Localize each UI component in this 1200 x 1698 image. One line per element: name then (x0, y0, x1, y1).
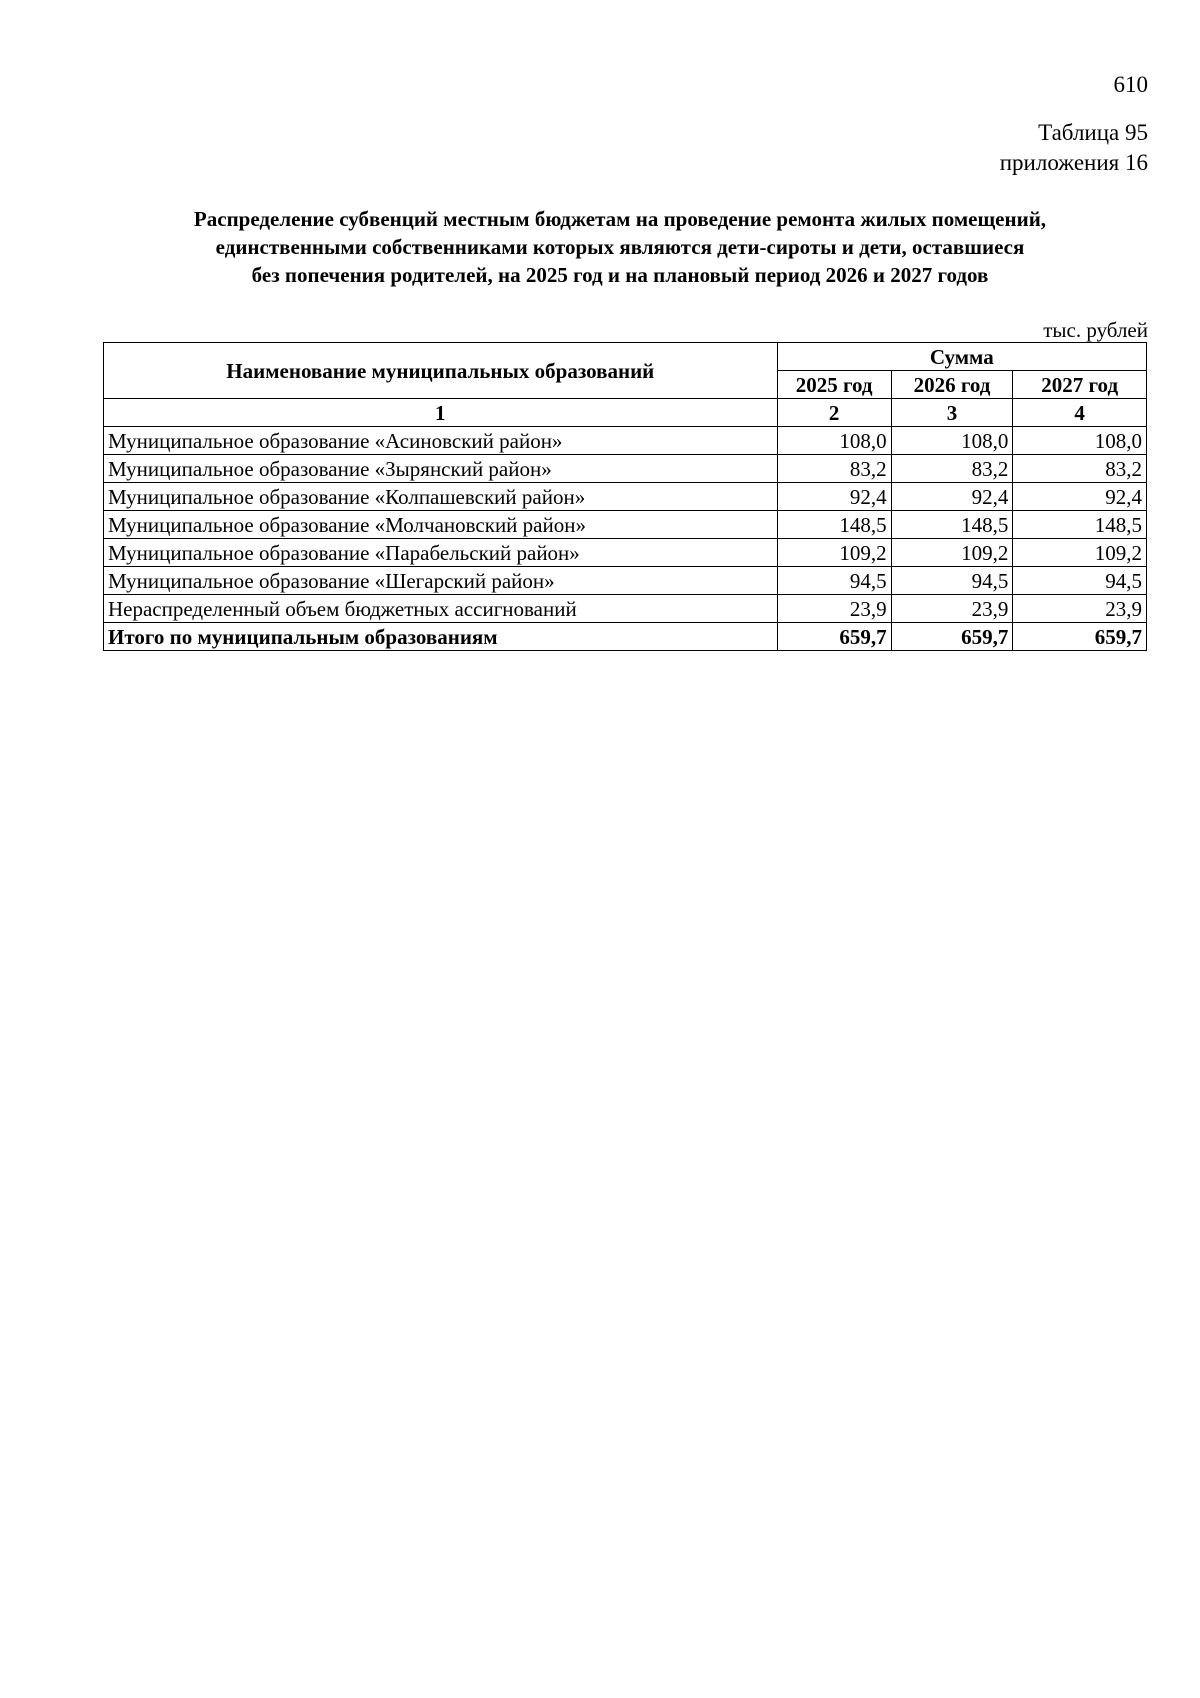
value-2026: 109,2 (891, 539, 1013, 567)
header-year-2027: 2027 год (1013, 371, 1147, 399)
units-label: тыс. рублей (1043, 318, 1148, 342)
municipality-name: Муниципальное образование «Колпашевский район» (104, 483, 778, 511)
table-reference (1000, 118, 1148, 178)
document-title (96, 205, 1144, 289)
table-row (104, 511, 1147, 539)
value-2026: 148,5 (891, 511, 1013, 539)
value-2027: 83,2 (1013, 455, 1147, 483)
value-2026: 92,4 (891, 483, 1013, 511)
value-2027: 94,5 (1013, 567, 1147, 595)
column-numbers-row (104, 399, 1147, 427)
municipality-name: Муниципальное образование «Асиновский район» (104, 427, 778, 455)
header-year-2026: 2026 год (891, 371, 1013, 399)
header-year-2025: 2025 год (777, 371, 891, 399)
value-2025: 23,9 (777, 595, 891, 623)
column-number: 2 (777, 399, 891, 427)
header-sum: Сумма (777, 343, 1146, 371)
value-2025: 83,2 (777, 455, 891, 483)
table-row (104, 595, 1147, 623)
page-number: 610 (1113, 72, 1148, 97)
subsidy-distribution-table (103, 342, 1147, 651)
value-2025: 109,2 (777, 539, 891, 567)
appendix-label: приложения 16 (999, 150, 1148, 175)
header-row (104, 343, 1147, 371)
value-2025: 148,5 (777, 511, 891, 539)
value-2027: 23,9 (1013, 595, 1147, 623)
header-municipality-name: Наименование муниципальных образований (104, 343, 778, 399)
value-2026: 23,9 (891, 595, 1013, 623)
column-number: 1 (104, 399, 778, 427)
value-2027: 109,2 (1013, 539, 1147, 567)
municipality-name: Нераспределенный объем бюджетных ассигнований (104, 595, 778, 623)
value-2025: 94,5 (777, 567, 891, 595)
value-2025: 92,4 (777, 483, 891, 511)
total-2026: 659,7 (891, 623, 1013, 651)
table-label: Таблица 95 (1038, 120, 1148, 145)
value-2026: 108,0 (891, 427, 1013, 455)
table-row (104, 567, 1147, 595)
column-number: 4 (1013, 399, 1147, 427)
value-2027: 92,4 (1013, 483, 1147, 511)
total-row (104, 623, 1147, 651)
total-2025: 659,7 (777, 623, 891, 651)
title-line: Распределение субвенций местным бюджетам на проведение ремонта жилых помещений, (193, 207, 1047, 231)
value-2026: 94,5 (891, 567, 1013, 595)
table-row (104, 427, 1147, 455)
title-line: без попечения родителей, на 2025 год и на плановый период 2026 и 2027 годов (251, 263, 989, 287)
municipality-name: Муниципальное образование «Шегарский район» (104, 567, 778, 595)
table-row (104, 539, 1147, 567)
total-2027: 659,7 (1013, 623, 1147, 651)
table-row (104, 455, 1147, 483)
title-line: единственными собственниками которых являются дети-сироты и дети, оставшиеся (215, 235, 1025, 259)
total-label: Итого по муниципальным образованиям (104, 623, 778, 651)
value-2025: 108,0 (777, 427, 891, 455)
table-row (104, 483, 1147, 511)
municipality-name: Муниципальное образование «Зырянский район» (104, 455, 778, 483)
value-2027: 108,0 (1013, 427, 1147, 455)
value-2027: 148,5 (1013, 511, 1147, 539)
municipality-name: Муниципальное образование «Парабельский район» (104, 539, 778, 567)
municipality-name: Муниципальное образование «Молчановский район» (104, 511, 778, 539)
column-number: 3 (891, 399, 1013, 427)
value-2026: 83,2 (891, 455, 1013, 483)
